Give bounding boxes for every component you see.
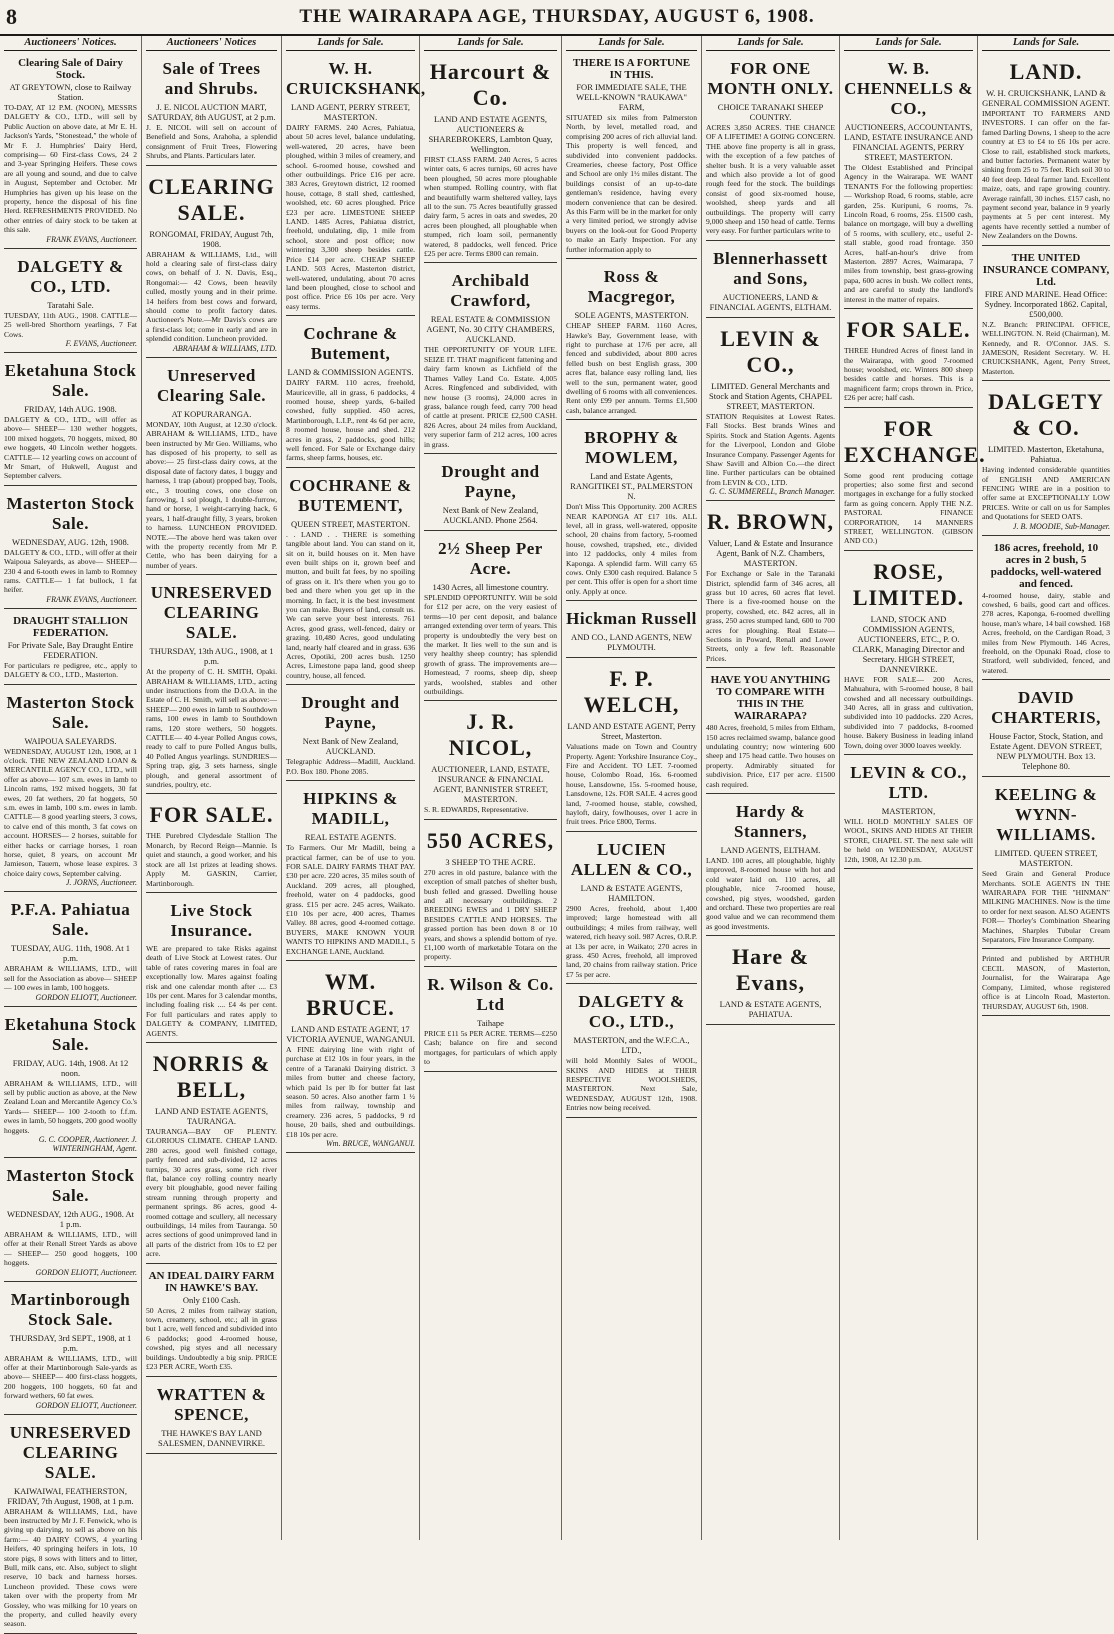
ad-subheading: AT GREYTOWN, close to Railway Station.: [9, 82, 132, 102]
ad-signature: FRANK EVANS, Auctioneer.: [46, 594, 137, 604]
column-header: Auctioneers' Notices.: [4, 36, 137, 51]
ad-subheading: MASTERTON,: [881, 806, 936, 817]
ad-body: TO-DAY, AT 12 P.M. (NOON), MESSRS DALGETY & CO., LTD., will sell by Public Auction on above date, at Mr E. H. Jackson's Yards, "Stonestead," the whole of Mr F. J. Humphries' Dairy Herd, comprising— 60 First-class Cows, 24 2 and 3-year Springing Heifers. These cows are all young and sound, and due to calve in August, September and October. Mr Humphries has given up his lease on the property, hence the disposal of his fine Herd. REFRESHMENTS PROVIDED. No other entries of dairy stock to be taken at this sale.: [4, 103, 137, 235]
ad-heading: J. R. NICOL,: [448, 709, 533, 761]
ad-signature: J. B. MOODIE, Sub-Manager.: [1012, 521, 1110, 531]
ad-body: Valuations made on Town and Country Property. Agent: Yorkshire Insurance Coy., Fire and Accident. TO LET. 7-roomed house, Colombo Road, 16s. 6-roomed house, Lansdowne, 15s. 5-roomed house, Lansdowne, 12s. FOR SALE. 4 acres good land, 7-roomed house, stable, cowshed, hayloft, dairy, fowlhouses, over 1 acre in fruit trees. Price £800, Terms.: [566, 742, 697, 827]
ad-heading: Hickman Russell: [566, 609, 697, 629]
ad-body: LAND. 100 acres, all ploughable, highly improved, 8-roomed house with hot and cold water laid on. 110 acres, all ploughable, nice 7-roomed house, cowshed, pig styes, woodshed, garden and orchard. These two properties are real good value and we can recommend them as good investments.: [706, 856, 835, 931]
ad-heading: UNRESERVED CLEARING SALE.: [9, 1422, 132, 1482]
ad-heading: DALGETY & CO., LTD.: [17, 256, 124, 296]
ad-body: For Exchange or Sale in the Taranaki District, splendid farm of 346 acres, all grass but 10 acres, 60 acres flat level. There is a five-roomed house on the property, cowshed, etc. 842 acres, all in grass, 250 acres stumped land, 600 to 700 acres for ploughing. Real Estate—Sections in Poward, Renall and Lower Streets, only a few left. Reasonable Prices.: [706, 569, 835, 663]
advertisement: [844, 554, 973, 755]
ad-subheading: LAND AGENT, PERRY STREET, MASTERTON.: [290, 102, 411, 122]
column-header: Lands for Sale.: [844, 36, 973, 51]
advertisement: [706, 244, 835, 318]
ad-heading: CLEARING SALE.: [148, 173, 275, 225]
ad-body: PRICE £11 5s PER ACRE. TERMS—£250 Cash; balance on fire and second mortgages, for particulars of which apply to: [424, 1028, 557, 1067]
ad-heading: Unreserved Clearing Sale.: [157, 365, 266, 405]
ad-heading: DRAUGHT STALLION FEDERATION.: [13, 614, 128, 639]
ad-heading: FOR SALE.: [149, 802, 274, 828]
ad-subheading: W. H. CRUICKSHANK, LAND & GENERAL COMMISSION AGENT.: [982, 88, 1110, 108]
ad-heading: ROSE, LIMITED.: [852, 558, 965, 610]
ad-body: 50 Acres, 2 miles from railway station, town, creamery, school, etc.; all in grass but 1 acre, well fenced and subdivided into 6 paddocks; good 4-roomed house, cowshed, pig styes and all necessary buildings. Undoubtedly a big snip. PRICE £23 PER ACRE, Worth £35.: [146, 1305, 277, 1372]
ad-heading: Eketahuna Stock Sale.: [4, 1014, 137, 1054]
ad-heading: Ross & Macgregor,: [587, 267, 676, 307]
ad-body: THREE Hundred Acres of finest land in the Wairarapa, with good 7-roomed house; woolshed, etc. Winters 800 sheep besides cattle and horses. This is a magnificent farm; crops thrown in. Price, £26 per acre; half cash.: [844, 346, 973, 403]
ad-body: . . LAND . . THERE is something tangible about land. You can stand on it, sit on it, build houses on it. Men have even built ships on it, grown beef and mutton, and built fat fees, by no spoiling of grass on it. It's there when you go to bed and there when you get up in the morning. In fact, it is the best investment you can make. Buyers of land, consult us. We can serve your best interests. 761 Acres, good grass, well-fenced, dairy or grazing. 10,480 Acres, good undulating land, nearly half cleared and in grass. 636 Acres, Opotiki, 200 acres bush. 1250 Acres, Limestone papa land, good sheep country, house, all fenced.: [286, 529, 415, 680]
advertisement: [706, 54, 835, 241]
ad-subheading: WEDNESDAY, AUG. 12th, 1908.: [12, 536, 129, 547]
column-header: Lands for Sale.: [706, 36, 835, 51]
ad-heading: DAVID CHARTERIS,: [991, 688, 1101, 728]
ad-subheading: FOR IMMEDIATE SALE, THE WELL-KNOWN "RAUKAWA" FARM,: [576, 82, 687, 112]
ad-heading: WRATTEN & SPENCE,: [156, 1384, 267, 1424]
ad-body: A FINE dairying line with right of purchase at £12 10s in four years, in the centre of a Taranaki Dairying district. 3 miles from butter and cheese factory, which paid 1s per lb for butter fat last season. 50 acres. Also another farm 1 ½ miles from railway, township and creamery. 236 acres, 5 paddocks, 9 rd house, 20 bails, shed and outbuildings. £18 10s per acre.: [286, 1044, 415, 1139]
advertisement: [286, 319, 415, 468]
advertisement: [4, 895, 137, 1006]
ad-heading: Hare & Evans,: [731, 944, 810, 996]
ad-heading: HIPKINS & MADILL,: [303, 789, 398, 829]
ad-subheading: FRIDAY, 14th AUG. 1908.: [24, 403, 117, 414]
ad-heading: WM. BRUCE.: [306, 968, 395, 1020]
ad-body: For particulars re pedigree, etc., apply to DALGETY & CO., LTD., Masterton.: [4, 660, 137, 680]
ad-subheading: Next Bank of New Zealand, AUCKLAND. Phone 2564.: [442, 504, 539, 525]
advertisement: [146, 797, 277, 892]
ad-subheading: THURSDAY, 13th AUG., 1908, at 1 p.m.: [149, 646, 274, 667]
advertisement: [566, 262, 697, 420]
ad-body: ABRAHAM & WILLIAMS, Ltd., have been instructed by Mr J. F. Fenwick, who is giving up dairying, to sell as above on his farm:— 40 DAIRY COWS, 4 yearling Heifers, 40 springing heifers in lots, 10 store pigs, 8 sows with litters and to litter, Bull, milk cans, etc. Also, subject to slight reserve, 10 back and harness horses. Luncheon provided. These cows were taken over with the property from Mr Gossley, who was milking for 10 years on the property, and culled heavily every season.: [4, 1506, 137, 1629]
ad-heading: HAVE YOU ANYTHING TO COMPARE WITH THIS IN THE WAIRARAPA?: [710, 674, 831, 723]
ad-subheading: House Factor, Stock, Station, and Estate Agent. DEVON STREET, NEW PLYMOUTH. Box 13. Telephone 80.: [989, 731, 1103, 772]
column-2: [142, 36, 282, 1540]
ad-subheading: J. E. NICOL AUCTION MART, SATURDAY, 8th AUGUST, at 2 p.m.: [147, 102, 276, 122]
columns-area: [0, 36, 1114, 1629]
advertisement: [146, 1046, 277, 1264]
advertisement: [566, 835, 697, 984]
ad-heading: NORRIS & BELL,: [152, 1050, 271, 1102]
ad-heading: P.F.A. Pahiatua Sale.: [10, 900, 131, 940]
advertisement: [4, 1285, 137, 1415]
ad-subheading: LAND AND ESTATE AGENTS, AUCTIONEERS & SHAREBROKERS, Lambton Quay, Wellington.: [428, 114, 553, 154]
ad-subheading: CHOICE TARANAKI SHEEP COUNTRY.: [717, 102, 824, 122]
ad-body: MONDAY, 10th August, at 12.30 o'clock. ABRAHAM & WILLIAMS, LTD., have been instructed by Mr Geo. Williams, who has disposed of his property, to sell as above:— 25 first-class dairy cows, at the disposal date of factory dates, 1 buggy and harness, 1 trap (about) propped bay, Tools, etc., 3 trouting cows, one close on farrowing, 1 sol plough, 1 double-furrow, hand or horse, 1 weight-carrying hack, 6 years, 1 half-draught filly, 3 years, broken to harness. LUNCHEON PROVIDED. NOTE.—The above herd was taken over with the property recently from Mr P. Cettle, who has been dairying for a number of years.: [146, 419, 277, 570]
column-header: Lands for Sale.: [286, 36, 415, 51]
advertisement: [286, 784, 415, 961]
advertisement: [424, 266, 557, 453]
ad-heading: Hardy & Stanners,: [734, 802, 807, 842]
ad-subheading: LAND, STOCK AND COMMISSION AGENTS, AUCTIONEERS, ETC., P. O. CLARK, Managing Director and Secretary. HIGH STREET, DANNEVIRKE.: [852, 613, 965, 674]
advertisement: [146, 896, 277, 1043]
ad-signature: GORDON ELIOTT, Auctioneer.: [35, 1267, 137, 1277]
advertisement: [982, 780, 1110, 949]
ad-signature: G. C. COOPER, Auctioneer. J. WINTERINGHAM, Agent.: [38, 1134, 137, 1153]
ad-heading: W. H. CRUICKSHANK,: [286, 59, 426, 98]
ad-body: THE OPPORTUNITY OF YOUR LIFE. SEIZE IT. THAT magnificent fattening and dairy farm known as Lichfield of the Thames Valley Land Co. Estate. 4,005 Acres. Ringfenced and subdivided, with new house (3 rooms), 24,000 acres in grass, balance rough feed, carry 700 head of cattle at present. PRICE £2,500 CASH. 826 Acres, about 24 miles from Auckland, very superior farm of 212 acres, 100 acres in grass.: [424, 345, 557, 449]
column-4: [420, 36, 562, 1540]
ad-subheading: Land and Estate Agents, RANGITIKEI ST., PALMERSTON N.: [570, 471, 693, 502]
advertisement: [844, 312, 973, 407]
ad-subheading: LIMITED. Masterton, Eketahuna, Pahiatua.: [988, 444, 1104, 465]
advertisement: [4, 612, 137, 685]
ad-body: SPLENDID OPPORTUNITY. Will be sold for £12 per acre, on the very easiest of terms—10 per cent deposit, and balance arranged extending over term of years. This property is undoubtedly the very best on the market. It lies well to the sun and is very healthy sheep country; has splendid growth of grass. The improvements are—Homestead, 7 rooms, sheep dip, sheep yards, woolshed, stables and other outbuildings.: [424, 592, 557, 696]
ad-heading: Live Stock Insurance.: [170, 900, 253, 940]
advertisement: [146, 54, 277, 166]
advertisement: [4, 489, 137, 609]
column-1: [0, 36, 142, 1629]
ad-body: FIRST CLASS FARM. 240 Acres, 5 acres winter oats, 6 acres turnips, 60 acres have been ploughed, 50 acres more ploughable when stumped. Rolling country, with flat and beautifully warm sheltered valley, lays all to the sun. 75 Acres beautifully grassed dairy farm, 5 acres in oats and swedes, 20 acres been ploughed, all ploughable when stumped, rich loam soil, permanently watered, 8 paddocks, well fenced. Price £25 per acre. Terms £800 can remain.: [424, 155, 557, 259]
column-header: Lands for Sale.: [424, 36, 557, 51]
column-6: [702, 36, 840, 1540]
ad-heading: BROPHY & MOWLEM,: [584, 428, 679, 468]
advertisement: [566, 987, 697, 1117]
ad-body: Don't Miss This Opportunity. 200 ACRES NEAR KAPONGA AT £17 10s. ALL level, all in grass, well-watered, opposite school, 20 chains from factory, 5-roomed house, cowshed, trapshed, etc., divided into 12 paddocks, only 4 miles from Kaponga. A splendid farm. Will carry 65 cows. Only £300 cash required. Balance 5 per cent. This offer is open for a short time only. Apply at once.: [566, 502, 697, 596]
ad-body: To Farmers. Our Mr Madill, being a practical farmer, can be of use to you. FOR SALE. DAIRY FARMS THAT PAY. £30 per acre. 220 acres, 35 miles south of Auckland. 209 acres, all ploughed, freehold, water on 4 paddocks, good grass. £15 per acre. 245 acres, Waikato. £10 10s per acre, 400 acres, Thames Valley. 88 acres, good 4-roomed cottage. BUYERS, MAKE KNOWN YOUR WANTS TO HIPKINS AND MADILL, 5 EXCHANGE LANE, Auckland.: [286, 843, 415, 956]
advertisement: [286, 688, 415, 781]
ad-subheading: MASTERTON, and the W.F.C.A., LTD.,: [573, 1035, 690, 1056]
ad-subheading: LAND AND ESTATE AGENT, Perry Street, Masterton.: [567, 721, 696, 742]
column-7: [840, 36, 986, 1540]
advertisement: [982, 384, 1110, 535]
ad-heading: Archibald Crawford,: [450, 271, 531, 311]
ad-heading: Masterton Stock Sale.: [6, 1165, 135, 1205]
advertisement: [4, 252, 137, 353]
ad-heading: R. Wilson & Co. Ltd: [427, 974, 554, 1014]
ad-heading: DALGETY & CO., LTD.,: [578, 992, 685, 1032]
ad-body: 4-roomed house, dairy, stable and cowshed, 6 bails, good cart and offices. 278 acres, Kaponga, 6-roomed dwelling house, man's whare, 14 bail cowshed. 168 Acres, freehold, on the Cardigan Road, 3 miles from New Plymouth. 146 Acres, freehold, on the Opunaki Road, close to Stratford, well subdivided, fenced, and watered.: [982, 590, 1110, 675]
ad-body: TAURANGA—BAY OF PLENTY. GLORIOUS CLIMATE. CHEAP LAND. 280 acres, good well finished cottage, partly fenced and sub-divided, 12 acres turnips, 30 acres grass, some rich river flat, balance coy rolling country nearly every bit ploughable, good never failing stream running through property and permanent springs. 86 acres, good 4-roomed cottage and scullery, all necessary outbuildings, 14 miles from Tauranga. 50 acres sections of good unimproved land in all parts of the district from 10s to £2 per acre.: [146, 1126, 277, 1259]
ad-subheading: LAND & ESTATE AGENTS, PAHIATUA.: [719, 999, 822, 1020]
ad-subheading: FIRE AND MARINE. Head Office: Sydney. Incorporated 1862. Capital, £500,000.: [984, 288, 1108, 319]
ad-body: 270 acres in old pasture, balance with the exception of small patches of shelter bush, bush felled and grassed. Dwelling house and all necessary outbuildings. 2 BREEDING EWES and 1 DRY SHEEP BESIDES CATTLE AND HORSES. The grassed portion has been down 8 or 10 years, and shows a splendid bottom of rye. £1,100 worth of marketable Totara on the property.: [424, 867, 557, 962]
ad-body: TUESDAY, 11th AUG., 1908. CATTLE— 25 well-bred Shorthorn yearlings, 7 Fat Cows.: [4, 310, 137, 339]
ad-subheading: REAL ESTATE & COMMISSION AGENT, No. 30 CITY CHAMBERS, AUCKLAND.: [426, 314, 555, 345]
ad-heading: FOR EXCHANGE.: [844, 415, 986, 467]
ad-body: DAIRY FARMS. 240 Acres, Pahiatua, about 50 acres level, balance undulating, well-watered, 20 acres, have been ploughed, within 3 miles of creamery, and school. 6-roomed house, cowshed and other outbuildings. Price £16 per acre. 383 Acres, Greytown district, 12 roomed house, cottage, 8 stall shed, cattleshed, woolshed, etc. 60 acres ploughed. Price £23 per acre. LIMESTONE SHEEP LAND. 1485 Acres, Pahiatua district, freehold, undulating, dip, 1 mile from school, store and post office; now wintering 3,300 sheep besides cattle. Price £14 per acre. CHEAP SHEEP LAND. 503 Acres, Masterton district, well-watered, undulating, about 70 acres land been ploughed, close to school and post office. Price £6 10s per acre. Very easy terms.: [286, 123, 415, 311]
ad-body: SITUATED six miles from Palmerston North, by level, metalled road, and comprising 200 acres of rich alluvial land. This property is well fenced, and subdivided into convenient paddocks. Creameries, cheese factory, Post Office and School are only 1½ miles distant. The buildings consist of an up-to-date gentleman's residence, having every modern convenience that can be desired. As this Farm will be in the market for only a very limited period, we strongly advise buyers on the look-out for Good Property to make an Early Inspection. For any further information apply to: [566, 113, 697, 254]
ad-signature: FRANK EVANS, Auctioneer.: [46, 234, 137, 244]
ad-signature: ABRAHAM & WILLIAMS, LTD.: [172, 343, 277, 353]
ad-subheading: LIMITED. General Merchants and Stock and Station Agents, CHAPEL STREET, MASTERTON.: [708, 380, 832, 411]
ad-body: N.Z. Branch: PRINCIPAL OFFICE, WELLINGTON. N. Reid (Chairman), M. Kennedy, and R. O'Connor. JAS. S. JAMESON, Resident Secretary. W. H. CRUICKSHANK, Agent, Perry Street, Masterton.: [982, 319, 1110, 376]
ad-heading: UNRESERVED CLEARING SALE.: [150, 583, 273, 643]
ad-body: S. R. EDWARDS, Representative.: [424, 805, 529, 815]
advertisement: [146, 169, 277, 358]
ad-heading: Blennerhassett and Sons,: [713, 248, 828, 288]
ad-body: CHEAP SHEEP FARM. 1160 Acres, Hawke's Bay, Government lease, with right to purchase at 17/6 per acre, all fenced and subdivided, about 800 acres felled bush on best English grass, 300 acres flat, balance easy rolling land, lies well to the sun, permanent water, good dwelling of 6 rooms with all conveniences. Rent only £99 per annum. Terms £1,500 cash, balance arranged.: [566, 321, 697, 415]
ad-heading: THE UNITED INSURANCE COMPANY, Ltd.: [982, 251, 1110, 288]
advertisement: [566, 423, 697, 601]
advertisement: [706, 504, 835, 668]
ad-heading: Harcourt & Co.: [429, 59, 552, 110]
advertisement: [4, 356, 137, 486]
advertisement: [566, 661, 697, 832]
ad-subheading: LAND & ESTATE AGENTS, HAMILTON.: [580, 882, 683, 903]
ad-subheading: AT KOPURARANGA.: [171, 408, 252, 419]
ad-signature: F. EVANS, Auctioneer.: [65, 338, 137, 348]
ad-subheading: KAIWAIWAI, FEATHERSTON, FRIDAY, 7th August, 1908, at 1 p.m.: [7, 1485, 134, 1506]
ad-subheading: THE HAWKE'S BAY LAND SALESMEN, DANNEVIRKE.: [158, 1427, 265, 1448]
advertisement: [982, 539, 1110, 681]
advertisement: [982, 683, 1110, 777]
ad-heading: Masterton Stock Sale.: [6, 692, 135, 732]
ad-heading: 550 ACRES,: [426, 827, 555, 853]
advertisement: [706, 671, 835, 794]
ad-subheading: Taihape: [477, 1017, 504, 1028]
ad-body: ABRAHAM & WILLIAMS, LTD., will sell for the Association as above— SHEEP— 100 ewes in lamb, 100 hoggets.: [4, 964, 137, 993]
advertisement: [424, 823, 557, 967]
ad-body: DALGETY & CO., LTD., will offer as above— SHEEP— 130 wether hoggets, 100 mixed hoggets, 70 hoggets, mixed, 80 ewe hoggets, 40 Lincoln wether hoggets. CATTLE— 12 yearling cows on account of Mr Smart, of Hukwell, August and September calvers.: [4, 414, 137, 481]
ad-body: STATION Requisites at Lowest Rates. Fall Stocks. Best brands Wines and Spirits. Stock and Station Agents. Agents for the Liverpool, London and Globe Insurance Company. Passenger Agents for Shaw Savill and Albion Co.—the direct line. Further particulars can be obtained from LEVIN & CO., LTD.: [706, 411, 835, 487]
ad-heading: LUCIEN ALLEN & CO.,: [570, 839, 693, 879]
ad-heading: AN IDEAL DAIRY FARM IN HAWKE'S BAY.: [148, 1269, 275, 1294]
advertisement: [4, 688, 137, 893]
advertisement: [982, 249, 1110, 381]
ad-heading: Drought and Payne,: [301, 693, 400, 733]
ad-subheading: Only £100 Cash.: [182, 1294, 241, 1305]
ad-body: At the property of C. H. SMITH, Opaki. ABRAHAM & WILLIAMS, LTD., acting under instructions from the D.O.A. in the Estate of C. H. Smith, will sell as above:— SHEEP— 200 ewes in lamb to Southdown rams, 100 ewes in lamb to Southdown rams, 120 store wethers, 50 hoggets. CATTLE— 40 4-year Polled Angus cows, ready to calf to pure Polled Angus bulls, 40 Polled Angus yearlings. SUNDRIES—Spring trap, gig, 3 sets harness, single plough, and general assortment of sundries, poultry, etc.: [146, 667, 277, 790]
ad-subheading: LAND & COMMISSION AGENTS.: [287, 367, 414, 378]
ad-body: ACRES 3,850 ACRES. THE CHANCE OF A LIFETIME! A GOING CONCERN. THE above fine property is all in grass, with the exception of a few patches of shelter bush. It is a very valuable asset and which also provide a lot of good rough feed for the stock. The buildings consist of good six-roomed house, woolshed, sheep yards and all outbuildings. The property will carry 9,000 sheep and 150 head of cattle. Terms very easy. For further particulars write to: [706, 123, 835, 236]
ad-body: WILL HOLD MONTHLY SALES OF WOOL, SKINS AND HIDES AT THEIR STORE, CHAPEL ST. The next sale will be held on WEDNESDAY, AUGUST 12th, 1908, At 12.30 p.m.: [844, 817, 973, 864]
ad-subheading: REAL ESTATE AGENTS.: [304, 832, 397, 843]
page-number: 8: [6, 4, 17, 29]
ad-heading: 186 acres, freehold, 10 acres in 2 bush, 5 paddocks, well-watered and fenced.: [990, 541, 1102, 590]
ad-body: Printed and published by ARTHUR CECIL MASON, of Masterton, Journalist, for the Wairarapa Age Company, Limited, whose registered office is at Lincoln Road, Masterton. THURSDAY, AUGUST 6th, 1908.: [982, 954, 1110, 1011]
ad-signature: GORDON ELIOTT, Auctioneer.: [35, 992, 137, 1002]
ad-subheading: AUCTIONEERS, LAND & FINANCIAL AGENTS, ELTHAM.: [709, 291, 832, 312]
advertisement: [982, 952, 1110, 1015]
ad-body: ABRAHAM & WILLIAMS, LTD., will sell by public auction as above, at the New Zealand Loan and Mercantile Agency Co.'s Yards— SHEEP— 100 2-tooth to f.f.m. ewes in lamb, 50 hoggets, 200 good woolly hoggets.: [4, 1078, 137, 1135]
ad-body: The Oldest Established and Principal Agency in the Wairarapa. WE WANT TENANTS For the following properties:— Workshop Road, 6 rooms, stable, acre garden, 25s. Kuripuni, 6 rooms, 7s. Lincoln Road, 6 rooms, 25s. £1500 cash, balance on mortgage, will buy a dwelling of 5 rooms, with scullery, etc., useful 2-stall stable, good road frontage. 350 Acres, half-an-hour's drive from Masterton. 2897 Acres, Waimarapa, 7 miles from township, best grass-growing papa, 600 acres in bush. We collect rents, and are careful to study the landlord's interest in the matter of repairs.: [844, 163, 973, 304]
ad-subheading: LIMITED. QUEEN STREET, MASTERTON.: [994, 848, 1098, 869]
ad-body: will hold Monthly Sales of WOOL, SKINS AND HIDES at THEIR RESPECTIVE WOOLSHEDS, MASTERTON. Next Sale, WEDNESDAY, AUGUST 12th, 1908. Entries now being received.: [566, 1056, 697, 1113]
ad-heading: Martinborough Stock Sale.: [10, 1289, 131, 1329]
advertisement: [146, 1267, 277, 1377]
column-header: Lands for Sale.: [982, 36, 1110, 51]
advertisement: [844, 411, 986, 551]
advertisement: [844, 758, 973, 869]
masthead: [0, 0, 1114, 36]
ad-body: Telegraphic Address—Madill, Auckland. P.O. Box 180. Phone 2085.: [286, 757, 415, 776]
ad-subheading: Next Bank of New Zealand, AUCKLAND.: [302, 736, 399, 757]
ad-subheading: THURSDAY, 3rd SEPT., 1908, at 1 p.m.: [9, 1332, 132, 1353]
ad-subheading: RONGOMAI, FRIDAY, August 7th, 1908.: [149, 228, 274, 249]
advertisement: [844, 54, 973, 309]
ad-subheading: FRIDAY, AUG. 14th, 1908. At 12 noon.: [12, 1057, 129, 1078]
ad-body: J. E. NICOL will sell on account of Benefield and Sons, Arahoha, a splendid consignment of Fruit Trees, Flowering Shrubs, and Plants. Particulars later.: [146, 123, 277, 161]
ad-body: THE Purebred Clydesdale Stallion The Monarch, by Record Reign—Mannie. Is quiet and staunch, a good worker, and his stock are all 1st prizes at leading shows. Apply M. GASKIN, Carrier, Martinborough.: [146, 831, 277, 888]
ad-heading: 2½ Sheep Per Acre.: [438, 538, 543, 578]
ad-body: IMPORTANT TO FARMERS AND INVESTORS. I can offer on the far-famed Darling Downs, 1 sheep to the acre country at £3 to £4 to £6 10s per acre. Close to rail, established stock markets, and butter factories. Permanent water by sinking from 25 to 75 feet. Rich soil 30 to 40 feet deep. Ideal farmer land. Excellent maize, oats, and rape growing country. Average rainfall, 30 inches. £157 cash, no payment second year, balance in 9 yearly payments at 5 per cent interest. My agents have recently settled a number of New Zealanders on the Downs.: [982, 109, 1110, 241]
ad-subheading: WEDNESDAY, 12th AUG., 1908. At 1 p.m.: [6, 1208, 135, 1229]
column-5: [562, 36, 702, 1540]
ad-body: 2900 Acres, freehold, about 1,400 improved; large homestead with all outbuildings; 4 miles from railway, well watered, rich heavy soil. 987 Acres, O.R.P. at 13s per acre, in Waikato; 270 acres in grass. 450 Acres, freehold, all improved land, 20 chains from railway station. Price £7 5s per acre.: [566, 903, 697, 979]
ad-body: WE are prepared to take Risks against death of Live Stock at Lowest rates. Our table of rates covering mares in foal are exceptionally low. Mares against foaling risk and one calendar month after .... £3 10s per cent. Mares for 3 calendar months, including foaling risk .... £4 4s per cent. For full particulars and rates apply to DALGETY & COMPANY, LIMITED, AGENTS.: [146, 943, 277, 1038]
ad-subheading: LAND AGENTS, ELTHAM.: [720, 845, 821, 856]
column-header: Auctioneers' Notices: [146, 36, 277, 51]
ad-signature: J. JORNS, Auctioneer.: [65, 878, 137, 888]
ad-signature: GORDON ELIOTT, Auctioneer.: [35, 1400, 137, 1410]
ad-heading: R. BROWN,: [707, 509, 834, 535]
ad-signature: G. C. SUMMERELL, Branch Manager.: [709, 487, 835, 497]
ad-body: HAVE FOR SALE— 200 Acres, Mahuahura, with 5-roomed house, 8 bail cowshed and all necessary outbuildings. 340 Acres, all in grass and cultivation, subdivided into 10 paddocks. 220 Acres, subdivided into 7 paddocks, 8-roomed house. Bakery Business in leading inland Town, doing over 3000 loaves weekly.: [844, 674, 973, 750]
advertisement: [286, 964, 415, 1153]
ad-heading: KEELING & WYNN-WILLIAMS.: [994, 785, 1098, 845]
newspaper-title: THE WAIRARAPA AGE, THURSDAY, AUGUST 6, 1908.: [299, 6, 815, 27]
ad-body: DAIRY FARM. 110 acres, freehold, Mauriceville, all in grass, 6 paddocks, 4 roomed house, sheep yards, 6-bailed cowshed, fully supplied. 450 acres, Martinborough, L.I.P., rent 4s 6d per acre, 8 roomed house, house and shed. 212 acres in grass, 2 paddocks, good hills; well fenced. For Sale or Exchange dairy farms, sheep farms, houses, etc.: [286, 378, 415, 463]
ad-subheading: LAND AND ESTATE AGENTS, TAURANGA.: [154, 1105, 269, 1126]
advertisement: [566, 54, 697, 259]
ad-signature: Wm. BRUCE, WANGANUI.: [326, 1139, 415, 1149]
ad-subheading: Taratahi Sale.: [47, 299, 94, 310]
ad-body: 480 Acres, freehold, 5 miles from Eltham, 150 acres reclaimed swamp, balance good undulating country; now wintering 600 sheep and 175 head cattle. Two houses on property. Admirably situated for subdivision. Price, £17 per acre. £1500 cash required.: [706, 723, 835, 789]
advertisement: [706, 321, 835, 501]
advertisement: [982, 54, 1110, 246]
advertisement: [286, 54, 426, 316]
ad-subheading: 3 SHEEP TO THE ACRE.: [445, 856, 536, 867]
ad-subheading: QUEEN STREET, MASTERTON.: [290, 518, 411, 529]
ad-heading: F. P. WELCH,: [583, 666, 680, 718]
ad-heading: Clearing Sale of Dairy Stock.: [18, 57, 123, 81]
ad-heading: FOR SALE.: [846, 317, 971, 343]
advertisement: [4, 1161, 137, 1282]
ad-heading: LEVIN & CO.,: [720, 325, 821, 377]
ad-heading: FOR ONE MONTH ONLY.: [707, 59, 834, 98]
advertisement: [424, 970, 557, 1072]
advertisement: [4, 1010, 137, 1158]
column-8: [978, 36, 1114, 1540]
ad-heading: Drought and Payne,: [441, 461, 540, 501]
advertisement: [566, 604, 697, 658]
ad-body: DALGETY & CO., LTD., will offer at their Waipoua Saleyards, as above— SHEEP— 230 4 and 6-tooth ewes in lamb to Romney rams. CATTLE— 1 fat bullock, 1 fat heifer.: [4, 547, 137, 595]
advertisement: [146, 361, 277, 576]
ad-body: ABRAHAM & WILLIAMS, Ltd., will hold a clearing sale of first-class dairy cows, on behalf of J. N. Davis, Esq., Rongomai:— 42 Cows, been heavily culled, mostly young and in their prime. 14 heifers from best cows and forward, should come to profit factory dates. Auctioneer's Note.—Mr Davis's cows are a first-class lot; come in early and are in splendid condition. Luncheon provided.: [146, 249, 277, 344]
ad-heading: Eketahuna Stock Sale.: [4, 360, 137, 400]
advertisement: [424, 704, 557, 819]
ad-body: Seed Grain and General Produce Merchants. SOLE AGENTS IN THE WAIRARAPA FOR THE "HINMAN" MILKING MACHINES. Now is the time to order for next season. ALSO AGENTS FOR— Thorley's Combination Shearing Machines, Sharples Tubular Cream Separators, Fire Insurance Company.: [982, 869, 1110, 945]
ad-heading: DALGETY & CO.: [988, 389, 1104, 441]
ad-subheading: WAIPOUA SALEYARDS.: [24, 735, 117, 746]
ad-body: ABRAHAM & WILLIAMS, LTD., will offer at their Renall Street Yards as above— SHEEP— 250 good hoggets, 100 hoggets.: [4, 1229, 137, 1268]
ad-subheading: 1430 Acres, all limestone country.: [432, 581, 549, 592]
ad-heading: W. B. CHENNELLS & CO.,: [844, 59, 973, 118]
advertisement: [4, 1418, 137, 1634]
advertisement: [424, 534, 557, 701]
ad-body: Some good rent producing cottage properties; also some first and second mortgages in exchange for a fully stocked farm as going concern. Apply THE N.Z. PASTORAL FINANCE CORPORATION, 14 MANNERS STREET, WELLINGTON. (GIBSON AND CO.): [844, 470, 973, 546]
advertisement: [146, 578, 277, 794]
column-3: [282, 36, 426, 1540]
ad-body: ABRAHAM & WILLIAMS, LTD., will offer at their Martinborough Sale-yards as above— SHEEP— 400 first-class hoggets, 200 hoggets, 100 hoggets, 60 fat and forward wethers, 60 fat ewes.: [4, 1353, 137, 1401]
advertisement: [146, 1380, 277, 1454]
ad-subheading: TUESDAY, AUG. 11th, 1908. At 1 p.m.: [11, 943, 130, 964]
ad-body: WEDNESDAY, AUGUST 12th, 1908, at 1 o'clock. THE NEW ZEALAND LOAN & MERCANTILE AGENCY CO., LTD., will offer as above— 107 s.m. ewes in lamb to Lincoln rams, 192 mixed hoggets, 30 fat ewes, 20 fat wethers, 20 fat hoggets, 50 s.m. ewes in lamb, 100 s.m. ewes in lamb. CATTLE— 8 good yearling steers, 3 cows, to calve end of this month, 3 fat cows on account. HORSES— 2 horses, suitable for either hacks or carriage horses, 1 roan horse, quiet, 8 years, on account Mr Jamieson, Tauern, whose lease expires. 3 choice dairy cows, September calving.: [4, 746, 137, 878]
advertisement: [286, 471, 415, 686]
column-header: Lands for Sale.: [566, 36, 697, 51]
ad-subheading: Valuer, Land & Estate and Insurance Agent, Bank of N.Z. Chambers, MASTERTON.: [708, 538, 833, 569]
ad-subheading: AUCTIONEER, LAND, ESTATE, INSURANCE & FINANCIAL AGENT, BANNISTER STREET, MASTERTON.: [431, 764, 550, 805]
ad-heading: THERE IS A FORTUNE IN THIS.: [572, 57, 691, 81]
advertisement: [706, 797, 835, 936]
ad-subheading: AND CO., LAND AGENTS, NEW PLYMOUTH.: [570, 632, 693, 653]
ad-subheading: AUCTIONEERS, ACCOUNTANTS, LAND, ESTATE INSURANCE AND FINANCIAL AGENTS, PERRY STREET, MASTERTON.: [844, 122, 973, 162]
ad-subheading: LAND AND ESTATE AGENT, 17 VICTORIA AVENUE, WANGANUI.: [286, 1023, 415, 1044]
advertisement: [706, 939, 835, 1025]
ad-heading: Masterton Stock Sale.: [6, 493, 135, 533]
ad-heading: COCHRANE & BUTEMENT,: [289, 475, 412, 515]
advertisement: [4, 54, 137, 249]
ad-heading: Sale of Trees and Shrubs.: [162, 59, 261, 98]
advertisement: [424, 457, 557, 531]
advertisement: [424, 54, 557, 263]
ad-subheading: For Private Sale, Bay Draught Entire FEDERATION.: [7, 639, 134, 660]
ad-heading: LEVIN & CO., LTD.: [850, 763, 967, 803]
ad-heading: Cochrane & Butement,: [303, 324, 398, 364]
ad-heading: LAND.: [1009, 59, 1083, 84]
ad-subheading: SOLE AGENTS, MASTERTON.: [574, 310, 689, 321]
ad-body: Having indented considerable quantities of ENGLISH AND AMERICAN FENCING WIRE are in a position to offer same at EXCEPTIONALLY LOW PRICES. Write or call on us for Samples and Quotations for SEED OATS.: [982, 465, 1110, 522]
